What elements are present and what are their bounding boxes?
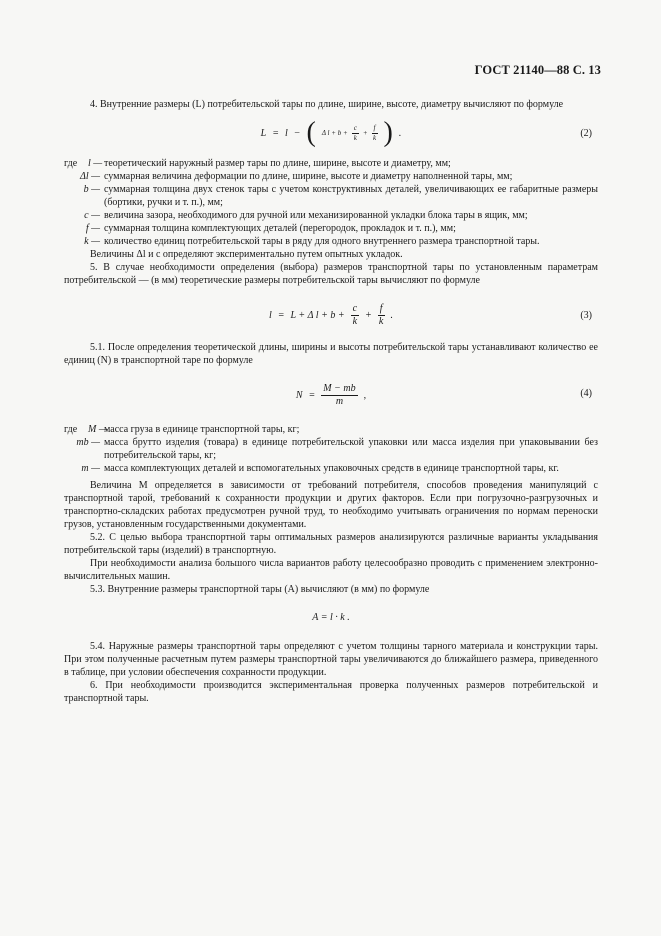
definition-item [64, 436, 598, 462]
formula-op: − [293, 127, 301, 139]
right-paren: ) [383, 117, 393, 148]
fraction: $\frac{c}{k}$ [352, 302, 358, 327]
paragraph-5-1: 5.1. После определения теоретической длины, ширины и высоты потребительской тары устанавливают количество ее единиц (N) в транспортной таре по формуле [64, 342, 598, 366]
formula-rhs: L + Δ l + b + [290, 309, 345, 321]
definition-symbol: c — [84, 210, 100, 221]
definition-item [64, 209, 598, 222]
left-paren: ( [306, 117, 316, 148]
formula-term: l [284, 127, 288, 139]
definitions-list-2 [64, 423, 598, 475]
paragraph-5-3: 5.3. Внутренние размеры транспортной тары (A) вычисляют (в мм) по формуле [90, 584, 430, 595]
paragraph-5-2: 5.2. С целью выбора транспортной тары оптимальных размеров анализируются различные варианты укладывания потребительской тары (изделий) в транспортную. [64, 532, 598, 556]
where-label: где [64, 424, 78, 435]
definition-symbol: b — [83, 184, 100, 195]
definition-item [64, 423, 598, 436]
definition-text: суммарная толщина комплектующих деталей (перегородок, прокладок и т. п.), мм; [104, 223, 456, 234]
formula-op: + [365, 309, 372, 321]
definition-text: суммарная толщина двух стенок тары с учетом конструктивных деталей, увеличивающих ее габаритные размеры (бортики, ручки и т. п.), мм; [104, 184, 598, 208]
definition-text: количество единиц потребительской тары в ряду для одного внутреннего размера транспортной тары. [104, 236, 540, 247]
formula-eq: = [277, 309, 285, 321]
definition-symbol: l — [88, 158, 103, 169]
definition-text: масса комплектующих деталей и вспомогательных упаковочных средств в единице транспортной тары, кг. [104, 463, 559, 474]
paragraph-m: Величина M определяется в зависимости от требований потребителя, способов проведения манипуляций с транспортной тарой, требований к сохранности продукции и других факторов. Если при погрузочно-разгрузочных и транспортно-складских работах предусмотрен ручной труд, то необходимо учитывать ограничения по нормам переноски грузов, установленным государственными документами. [64, 480, 598, 530]
definition-symbol: M — [88, 424, 108, 435]
definition-symbol: m — [81, 463, 100, 474]
formula-tail: . [390, 309, 394, 321]
definition-item [64, 170, 598, 183]
formula-lhs: l [268, 309, 272, 321]
formula-3 [64, 295, 598, 335]
formula-5 [64, 600, 598, 634]
formula-lhs: L [260, 127, 267, 139]
formula-eq: = [272, 127, 279, 139]
paragraph-5-2b: При необходимости анализа большого числа вариантов работу целесообразно проводить с применением электронно-вычислительных машин. [64, 558, 598, 582]
formula-number: (4) [580, 388, 592, 399]
definition-text: величина зазора, необходимого для ручной или механизированной укладки блока тары в ящик, мм; [104, 210, 528, 221]
formula-eq: = [308, 389, 316, 401]
definition-text: масса груза в единице транспортной тары, кг; [104, 424, 300, 435]
definition-item [64, 222, 598, 235]
definition-item [64, 157, 598, 170]
formula-number: (2) [580, 128, 592, 139]
fraction: $\frac{f}{k}$ [378, 302, 384, 327]
fraction: $\frac{c}{k}$ [353, 123, 357, 142]
where-label: где [64, 158, 78, 169]
definition-symbol: k — [84, 236, 100, 247]
paragraph-6: 6. При необходимости производится экспериментальная проверка полученных размеров потребительской и транспортной тары. [64, 680, 598, 704]
definition-text: масса брутто изделия (товара) в единице потребительской упаковки или масса изделия при упаковывании без потребительской тары, кг; [104, 437, 598, 461]
definition-item [64, 235, 598, 248]
formula-inner: Δ l + b + [321, 128, 348, 137]
definition-symbol: f — [85, 223, 100, 234]
definition-text: теоретический наружный размер тары по длине, ширине, высоте и диаметру, мм; [104, 158, 451, 169]
definitions-note: Величины Δl и c определяют экспериментально путем опытных укладок. [90, 249, 403, 260]
paragraph-4: 4. Внутренние размеры (L) потребительской тары по длине, ширине, высоте, диаметру вычисляют по формуле [90, 99, 564, 110]
paragraph-5-4: 5.4. Наружные размеры транспортной тары определяют с учетом толщины тарного материала и конструкции тары. При этом полученные расчетным путем размеры транспортной тары увеличиваются до ближайшего размера, приведенного в таблице, при условии обеспечения сохранности продукции. [64, 641, 598, 678]
document-body [64, 98, 598, 705]
definitions-list-1 [64, 157, 598, 261]
page-header: ГОСТ 21140—88 С. 13 [474, 63, 601, 77]
definition-symbol: mb — [76, 437, 100, 448]
definition-symbol: Δl — [79, 171, 100, 182]
formula-op: + [362, 128, 368, 137]
fraction: $\frac{f}{k}$ [372, 123, 377, 142]
formula-lhs: N [295, 389, 303, 401]
formula-tail: . [398, 127, 402, 139]
formula-tail: , [363, 389, 367, 401]
formula-2 [64, 115, 598, 151]
formula-number: (3) [580, 310, 592, 321]
fraction: $\frac{M - mb}{m}$ [323, 382, 356, 407]
definition-item [64, 183, 598, 209]
definition-text: суммарная величина деформации по длине, ширине, высоте и диаметру наполненной тары, мм; [104, 171, 513, 182]
paragraph-5: 5. В случае необходимости определения (выбора) размеров транспортной тары по установленным параметрам потребительской — (в мм) теоретические размеры потребительской тары вычисляют по формуле [64, 262, 598, 286]
definition-item [64, 462, 598, 475]
formula-text: A = l · k . [312, 611, 350, 623]
formula-4 [64, 373, 598, 417]
